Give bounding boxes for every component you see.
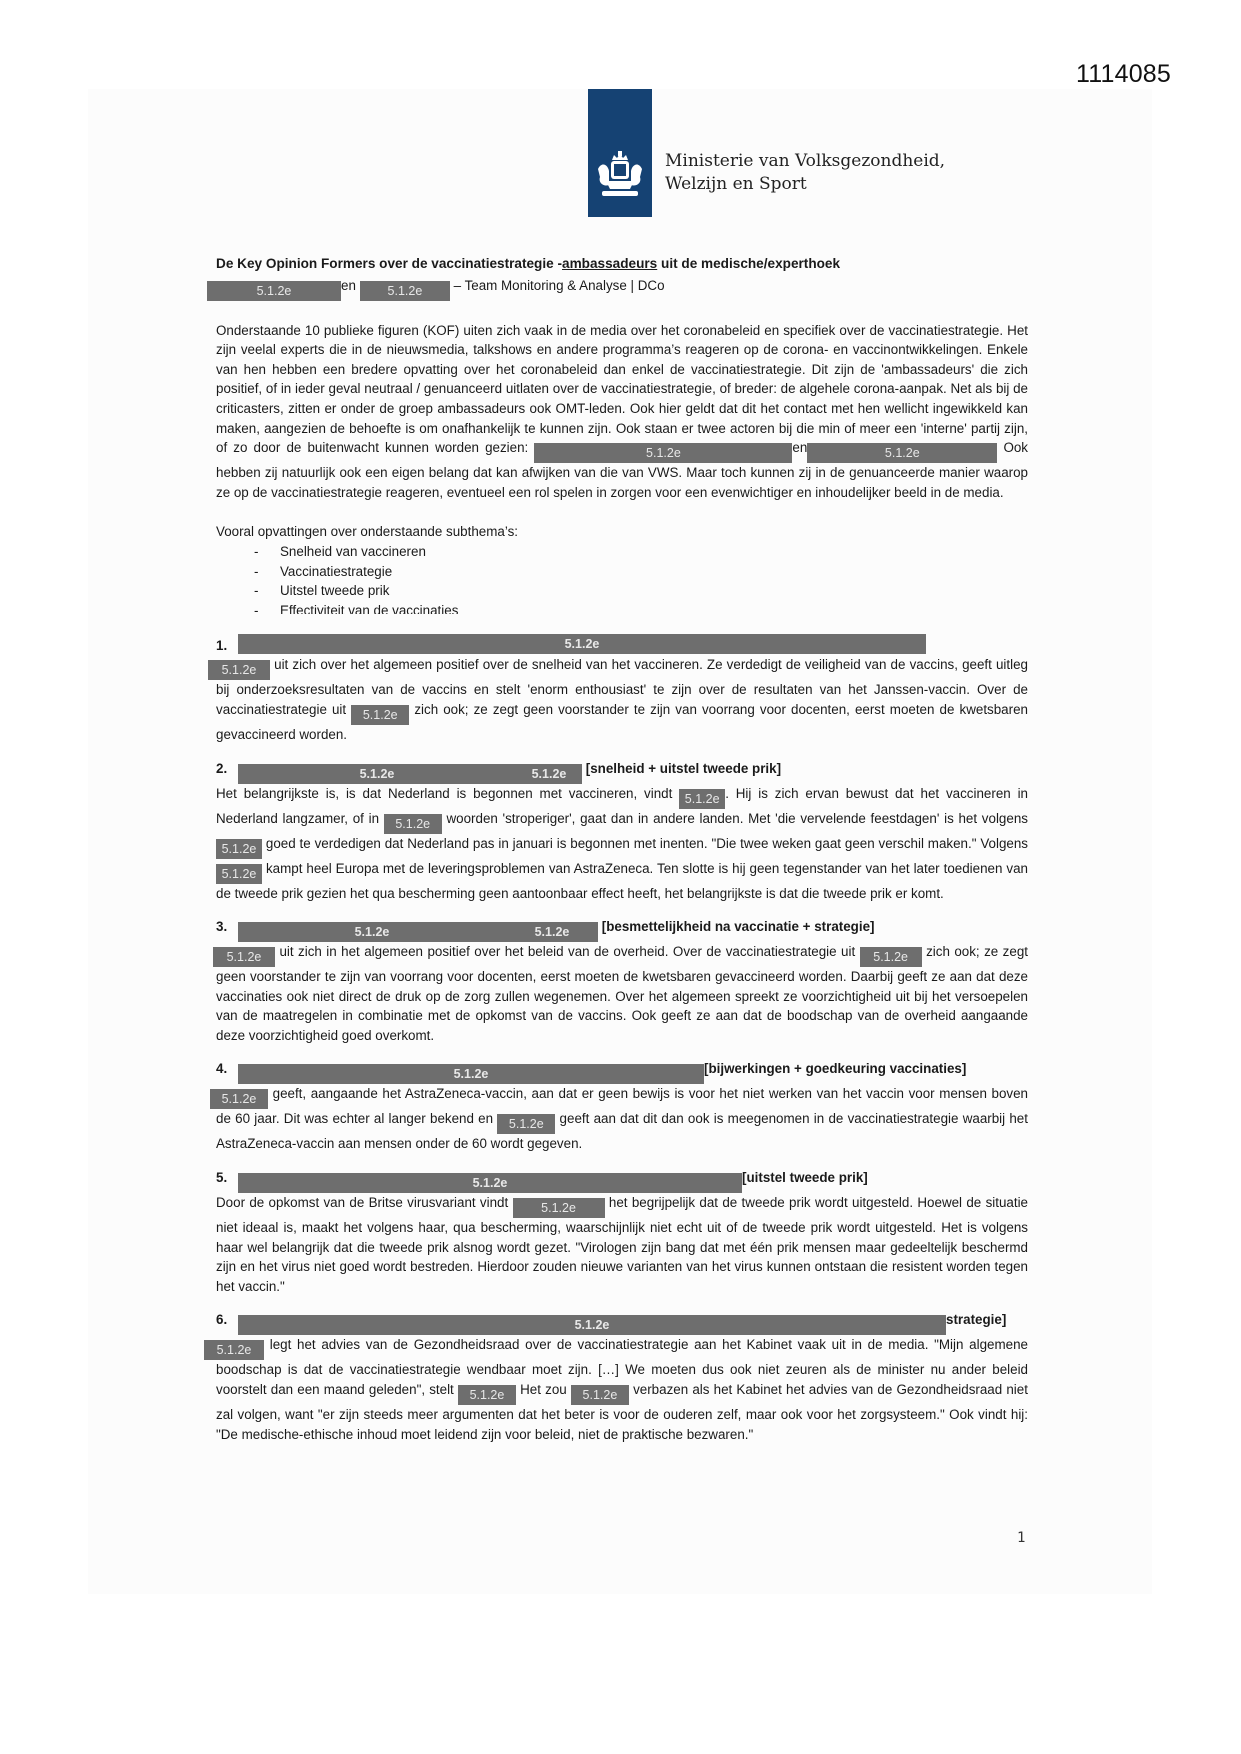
byline	[207, 276, 1028, 301]
section-heading	[216, 759, 1028, 784]
byline-team: – Team Monitoring & Analyse | DCo	[453, 277, 665, 293]
intro-text-2: Ook hebben zij natuurlijk ook een eigen belang dat kan afwijken van die van VWS. Maar toch kunnen zij in de genuanceerde manier waarop ze op de vaccinatiestrategie reageren, eventueel een rol spelen in zorgen voor een evenwichtiger en inhoudelijker beeld in de media.	[216, 440, 1028, 500]
section-heading	[216, 634, 1028, 656]
redaction: 5.1.2e	[204, 1340, 264, 1360]
page-number: 1	[1017, 1530, 1026, 1546]
section-text-part: verbazen als het Kabinet het advies van de Gezondheidsraad niet zal volgen, want "er zijn steeds meer argumenten dat het beter is voor de ouderen zelf, maar ook voor het zorgsysteem." Ook vindt hij: "De medische-ethische inhoud moet leidend zijn voor beleid, niet de praktische bezwaren."	[216, 1382, 1028, 1442]
section-topic-tag: [bijwerkingen + goedkeuring vaccinaties]	[704, 1061, 967, 1077]
section-6	[216, 1310, 1028, 1444]
section-number: 2.	[216, 760, 228, 776]
section-heading	[216, 917, 1028, 942]
section-5	[216, 1168, 1028, 1296]
redaction: 5.1.2e	[238, 1064, 704, 1084]
section-text-part: Het zou	[520, 1382, 567, 1398]
section-heading	[216, 1059, 1028, 1084]
redaction: 5.1.2e	[513, 1198, 605, 1218]
title-underlined: ambassadeurs	[562, 256, 658, 271]
section-number: 5.	[216, 1170, 228, 1186]
section-number: 1.	[216, 637, 228, 653]
ministry-name-line1: Ministerie van Volksgezondheid,	[665, 151, 946, 171]
redaction: 5.1.2e	[807, 443, 997, 463]
section-text-part: Het belangrijkste is, is dat Nederland is begonnen met vaccineren, vindt	[216, 785, 673, 801]
section-text	[216, 655, 1028, 744]
section-topic-tag: strategie]	[946, 1312, 1007, 1328]
redaction: 5.1.2e	[516, 764, 582, 784]
redaction: 5.1.2e	[384, 814, 442, 834]
section-text-part: uit zich over het algemeen positief over de snelheid van het vaccineren. Ze verdedigt de veiligheid van de vaccins, geeft uitleg bij onderzoeksresultaten van de vaccins en stelt 'enorm enthousiast' te zijn over de resultaten van het Janssen-vaccin. Over de vaccinatiestrategie uit	[216, 657, 1028, 717]
redaction: 5.1.2e	[207, 281, 341, 301]
redaction: 5.1.2e	[208, 660, 270, 680]
section-topic-tag: [besmettelijkheid na vaccinatie + strategie]	[601, 919, 875, 935]
section-text-part: geeft, aangaande het AstraZeneca-vaccin, aan dat er geen bewijs is voor het niet werken van het vaccin voor mensen boven de 60 jaar. Dit was echter al langer bekend en	[216, 1086, 1028, 1127]
redaction: 5.1.2e	[238, 1173, 742, 1193]
section-text	[216, 1193, 1028, 1296]
section-number: 4.	[216, 1061, 228, 1077]
redaction: 5.1.2e	[506, 922, 598, 942]
section-text-part: kampt heel Europa met de leveringsproblemen van AstraZeneca. Ten slotte is hij geen tegenstander van het later toedienen van de tweede prik gezien het qua bescherming geen aantoonbaar effect heeft, het belangrijkste is dat die tweede prik er komt.	[216, 860, 1028, 901]
section-topic-tag: [snelheid + uitstel tweede prik]	[585, 760, 782, 776]
intro-text-1: Onderstaande 10 publieke figuren (KOF) uiten zich vaak in de media over het coronabeleid en specifiek over de vaccinatiestrategie. Het zijn veelal experts die in de nieuwsmedia, talkshows en andere programma’s reageren op de corona- en vaccinontwikkelingen. Enkele van hen hebben een bredere opvatting over het coronabeleid dan enkel de vaccinatiestrategie. Dit zijn de 'ambassadeurs' die zich positief, of in ieder geval neutraal / genuanceerd uitlaten over de vaccinatiestrategie, of breder: de algehele corona-aanpak. Net als bij de criticasters, zitten er onder de groep ambassadeurs ook OMT-leden. Ook hier geldt dat dit het contact met hen wellicht ingewikkeld kan maken, aangezien de behoefte is om onafhankelijk te kunnen zijn. Ook staan er twee actoren bij die min of meer een 'interne' partij zijn, of zo door de buitenwacht kunnen worden gezien:	[216, 322, 1028, 456]
redaction: 5.1.2e	[216, 864, 262, 884]
list-item: - Snelheid van vaccineren	[254, 542, 1028, 562]
section-3	[216, 917, 1028, 1045]
intro-conjunction: en	[792, 440, 808, 456]
list-item: - Effectiviteit van de vaccinaties	[254, 601, 1028, 614]
redaction: 5.1.2e	[351, 705, 409, 725]
document-body	[216, 254, 1028, 1444]
section-text-part: goed te verdedigen dat Nederland pas in januari is begonnen met inenten. "Die twee weken gaat geen verschil maken." Volgens	[265, 835, 1028, 851]
redaction: 5.1.2e	[534, 443, 792, 463]
redaction: 5.1.2e	[238, 922, 506, 942]
ministry-name-line2: Welzijn en Sport	[665, 174, 807, 194]
intro-paragraph	[216, 321, 1028, 503]
document-title	[216, 254, 1028, 274]
redaction: 5.1.2e	[458, 1385, 516, 1405]
list-item: - Uitstel tweede prik	[254, 581, 1028, 601]
redaction: 5.1.2e	[497, 1114, 555, 1134]
section-text-part: het begrijpelijk dat de tweede prik wordt uitgesteld. Hoewel de situatie niet ideaal is, maakt het volgens haar, qua bescherming, waarschijnlijk niet echt uit of de tweede prik wordt uitgesteld. Het is volgens haar wel belangrijk dat die tweede prik alsnog wordt gezet. "Virologen zijn bang dat met één prik mensen maar gedeeltelijk beschermd zijn en het virus niet goed wordt bestreden. Hierdoor zouden nieuwe varianten van het virus kunnen ontstaan die resistent worden tegen het vaccin."	[216, 1195, 1028, 1294]
subthemes-heading: Vooral opvattingen over onderstaande subthema’s:	[216, 524, 518, 540]
coat-of-arms-icon	[594, 151, 646, 201]
section-heading	[216, 1168, 1028, 1193]
title-suffix: uit de medische/experthoek	[657, 256, 841, 271]
section-text-part: uit zich in het algemeen positief over het beleid van de overheid. Over de vaccinatiestrategie uit	[279, 944, 856, 960]
title-prefix: De Key Opinion Formers over de vaccinatiestrategie -	[216, 256, 563, 271]
subthemes-list	[216, 542, 1028, 614]
section-text-part: Door de opkomst van de Britse virusvariant vindt	[216, 1195, 509, 1211]
section-heading	[216, 1310, 1028, 1335]
section-text	[216, 1084, 1028, 1154]
document-number: 1114085	[1076, 60, 1172, 88]
section-number: 3.	[216, 919, 228, 935]
section-text-part: woorden 'stroperiger', gaat dan in andere landen. Met 'die vervelende feestdagen' is het volgens	[446, 810, 1028, 826]
section-text-part: zich ook; ze zegt geen voorstander te zijn van voorrang voor docenten, eerst moeten de kwetsbaren gevaccineerd worden.	[216, 701, 1028, 742]
section-text	[216, 942, 1028, 1045]
section-text-part: . Hij is zich ervan bewust dat het vaccineren in Nederland langzamer, of in	[216, 785, 1029, 826]
redaction: 5.1.2e	[238, 634, 926, 654]
byline-conjunction: en	[341, 277, 356, 293]
ministry-name	[665, 150, 945, 196]
section-4	[216, 1059, 1028, 1154]
section-text-part: geeft aan dat dit dan ook is meegenomen in de vaccinatiestrategie waarbij het AstraZeneca-vaccin aan mensen onder de 60 wordt gegeven.	[216, 1111, 1028, 1152]
list-item: - Vaccinatiestrategie	[254, 562, 1028, 582]
section-number: 6.	[216, 1312, 228, 1328]
redaction: 5.1.2e	[571, 1385, 629, 1405]
redaction: 5.1.2e	[238, 764, 516, 784]
redaction: 5.1.2e	[679, 789, 725, 809]
section-text	[216, 784, 1028, 904]
section-1	[216, 634, 1028, 745]
redaction: 5.1.2e	[360, 281, 450, 301]
section-text-part: legt het advies van de Gezondheidsraad over de vaccinatiestrategie aan het Kabinet vaak uit in de media. "Mijn algemene boodschap is dat de vaccinatiestrategie wendbaar moet zijn. […] We moeten dus ook niet zeuren als de minister nu ander beleid voorstelt dan een maand geleden", stelt	[216, 1337, 1028, 1398]
redaction: 5.1.2e	[213, 947, 275, 967]
section-text-part: zich ook; ze zegt geen voorstander te zijn van voorrang voor docenten, eerst moeten de kwetsbaren gevaccineerd worden. Daarbij geeft ze aan dat deze vaccinaties ook niet direct de druk op de zorg zullen wegenemen. Over het algemeen spreekt ze voorzichtigheid uit bij het versoepelen van de maatregelen in combinatie met de opkomst van de vaccins. Ook geeft ze aan dat de boodschap van de overheid aangaande deze voorzichtigheid goed overkomt.	[216, 944, 1028, 1043]
government-logo	[588, 89, 652, 217]
redaction: 5.1.2e	[860, 947, 922, 967]
section-text	[216, 1335, 1028, 1444]
section-2	[216, 759, 1028, 904]
redaction: 5.1.2e	[238, 1315, 946, 1335]
redaction: 5.1.2e	[210, 1089, 268, 1109]
redaction: 5.1.2e	[216, 839, 262, 859]
section-topic-tag: [uitstel tweede prik]	[742, 1170, 868, 1186]
